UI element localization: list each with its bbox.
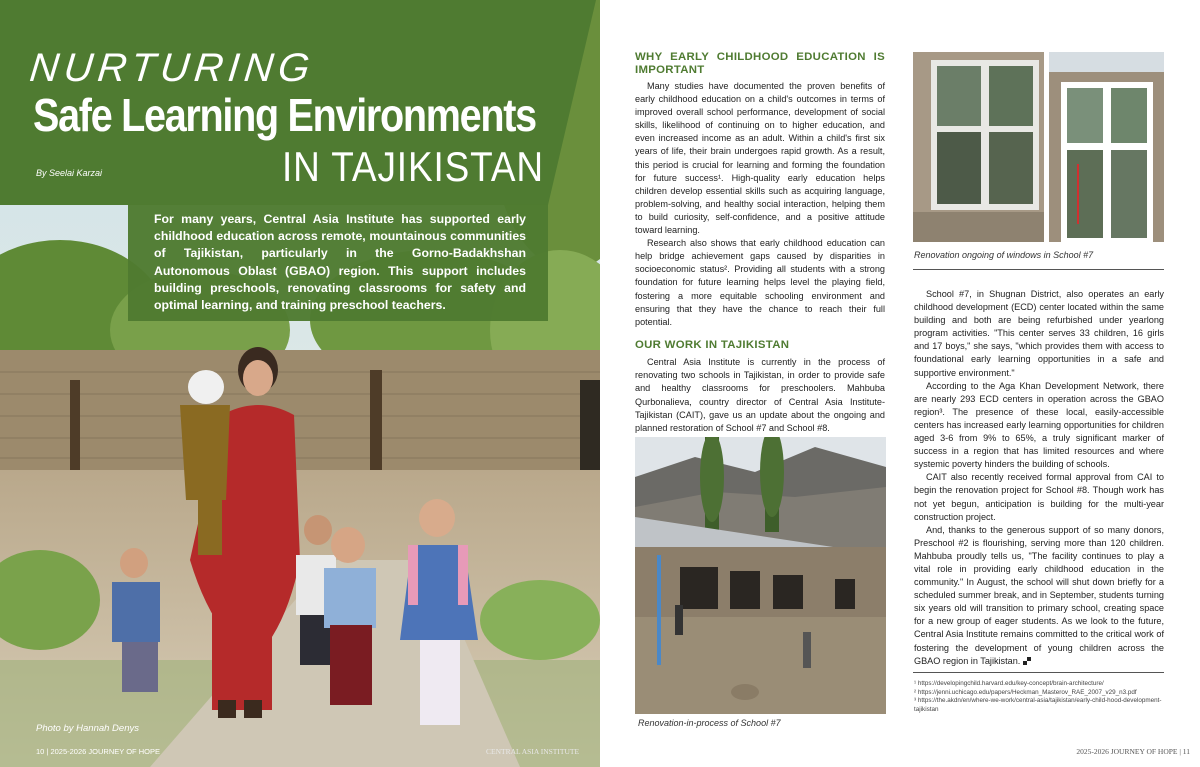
paragraph: CAIT also recently received formal approval from CAI to begin the renovation project for School #8. Though work has not yet begun, anticipation is building for the multi-year construction project. [914, 472, 1164, 522]
paragraph: Research also shows that early childhood education can help bridge achievement gaps caused by disparities in socioeconomic status². Providing all students with a strong foundation for future learning helps level the playing field, fostering a more equitable schooling environment and ensuring that they have the chance to reach their full potential. [635, 238, 885, 327]
heading-our-work: OUR WORK IN TAJIKISTAN [635, 338, 790, 351]
footnote-2: ² https://jenni.uchicago.edu/papers/Heckman_Masterov_RAE_2007_v29_n3.pdf [914, 688, 1137, 696]
paragraph: Many studies have documented the proven benefits of early childhood education on a child's outcomes in terms of improved overall school performance, development of social skills, likelihood of continuing on to higher education, and even increased income as an adult. Within a child's first six years of life, their brain undergoes rapid growth. As a result, this period is crucial for learning and forming the foundation for future success¹. High-quality early education helps children develop essential skills such as acquiring language, problem-solving, and healthy social interaction, helping them to build curiosity, self-confidence, and a positive attitude toward learning. [635, 81, 885, 236]
footnotes [914, 680, 1164, 714]
caption-windows: Renovation ongoing of windows in School #7 [914, 250, 1094, 260]
window-photo-old [913, 52, 1044, 242]
folio-center: CENTRAL ASIA INSTITUTE [486, 747, 580, 756]
right-page [600, 0, 1200, 767]
footnote-1: ¹ https://developingchild.harvard.edu/key-concept/brain-architecture/ [914, 680, 1104, 687]
end-mark-icon [1023, 657, 1031, 665]
footnote-3: ³ https://the.akdn/en/where-we-work/central-asia/tajikistan/early-child-hood-development-tajikistan [914, 697, 1162, 713]
photo-credit: Photo by Hannah Denys [36, 723, 139, 734]
folio-right: 2025-2026 JOURNEY OF HOPE | 11 [1076, 747, 1190, 756]
paragraph: School #7, in Shugnan District, also operates an early childhood development (ECD) center located within the same building and both are being refurbished under yearlong program activities. "This center serves 33 children, 16 girls and 17 boys," she says, "which provides them with access to foundational early learning opportunities in a safe and supportive environment." [914, 289, 1164, 378]
title-location: IN TAJIKISTAN [282, 143, 544, 190]
footnote-divider [913, 672, 1164, 673]
folio-left: 10 | 2025-2026 JOURNEY OF HOPE [36, 747, 160, 756]
divider [913, 269, 1164, 270]
paragraph: According to the Aga Khan Development Network, there are nearly 293 ECD centers in operation across the GBAO region³. The presence of these local, easily-accessible centers has increased early learning opportunities for children aged 3-6 from 9% to 65%, a truly significant marker of success in a region that has limited resources and where systemic poverty hinders the building of schools. [914, 380, 1164, 470]
paragraph-text: And, thanks to the generous support of so many donors, Preschool #2 is flourishing, serving more than 120 children. Mahbuba proudly tells us, "The facility continues to play a vital role in providing early childhood education in the community." In August, the school will shut down briefly for a scheduled summer break, and in September, students turning six years old will transition to primary school, creating space for a new group of eager students. As we look to the future, Central Asia Institute remains committed to the critical work of fostering the development of young children across the GBAO region in Tajikistan. [914, 524, 1164, 666]
heading-why-ecd: WHY EARLY CHILDHOOD EDUCATION IS IMPORTANT [635, 51, 885, 76]
intro-text: For many years, Central Asia Institute has supported early childhood education across remote, mountainous communities of Tajikistan, particularly in the Gorno-Badakhshan Autonomous Oblast (GBAO) region. This support includes building preschools, renovating classrooms for safety and optimal learning, and training preschool teachers. [154, 212, 526, 313]
title-nurturing: NURTURING [27, 46, 317, 90]
column-1 [635, 51, 885, 435]
paragraph: Central Asia Institute is currently in the process of renovating two schools in Tajikistan, in order to provide safe and healthy classrooms for preschoolers. Mahbuba Qurbonalieva, country director of Central Asia Institute-Tajikistan (CAIT), gave us an update about the ongoing and planned restoration of School #7 and School #8. [635, 357, 885, 433]
paragraph [914, 524, 1164, 668]
byline: By Seelai Karzai [36, 168, 103, 178]
window-photo-new [1049, 52, 1164, 242]
title-band [0, 0, 600, 205]
column-2 [914, 288, 1164, 668]
school-7-renovation-photo [635, 437, 886, 714]
title-main: Safe Learning Environments [33, 89, 536, 141]
caption-school-7: Renovation-in-process of School #7 [638, 718, 781, 728]
